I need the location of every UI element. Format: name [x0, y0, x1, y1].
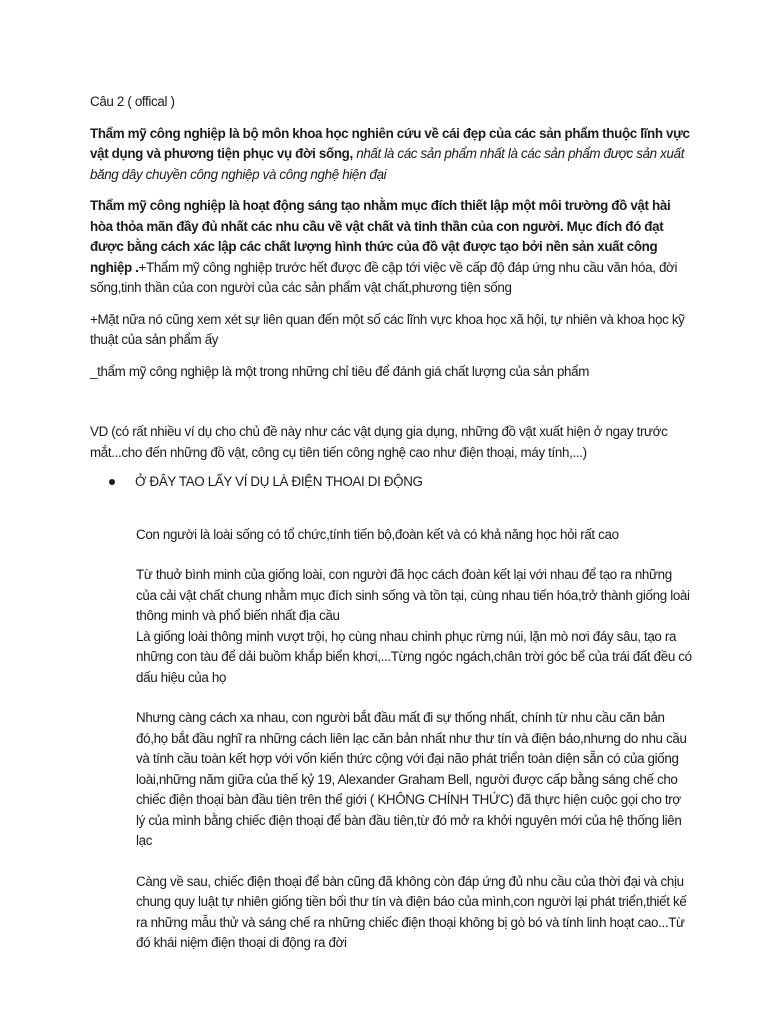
body-paragraph: Con người là loài sống có tổ chức,tính tiến bộ,đoàn kết và có khả năng học hỏi rất cao	[136, 526, 619, 542]
blank-spacer	[90, 382, 690, 422]
document-page	[90, 92, 690, 954]
point-underscore-paragraph: _thẩm mỹ công nghiệp là một trong những chỉ tiêu để đánh giá chất lượng của sản phẩm	[90, 363, 590, 379]
bullet-item	[90, 472, 690, 493]
body-paragraph: Nhưng càng cách xa nhau, con người bắt đầu mất đi sự thống nhất, chính từ nhu cầu căn bản đó,họ bắt đầu nghĩ ra những cách liên lạc căn bản nhất như thư tín và điện báo,nhưng do nhu cầu và tính cầu toàn kết hợp với vốn kiến thức cộng với đại não phát triển toàn diện sẵn có của giống loài,những năm giữa của thế kỷ 19, Alexander Graham Bell, người được cấp bằng sáng chế cho chiếc điện thoại bàn đầu tiên trên thế giới ( KHÔNG CHÍNH THỨC) đã thực hiện cuộc gọi cho trợ lý của mình bằng chiếc điện thoại để bàn đầu tiên,từ đó mở ra khởi nguyên mới của hệ thống liên lạc	[136, 710, 687, 848]
question-heading: Câu 2 ( offical )	[90, 94, 175, 109]
definition-paragraph-1	[90, 124, 690, 186]
definition-1-italic: nhất là các sản phẩm nhất là các sản phẩm được sản xuất băng dây chuyền công nghiệp và công nghệ hiện đại	[90, 146, 685, 182]
bullet-dot-icon	[109, 479, 115, 485]
body-paragraph: Từ thuở bình minh của giống loài, con người đã học cách đoàn kết lại với nhau để tạo ra những của cải vật chất chung nhằm mục đích sinh sống và tồn tại, cùng nhau tiến hóa,trở thành giống loài thông minh và phổ biến nhất địa cầu	[136, 567, 690, 623]
definition-1-bold: Thẩm mỹ công nghiệp là bộ môn khoa học nghiên cứu về cái đẹp của các sản phẩm thuộc lĩnh vực vật dụng và phương tiện phục vụ đời sống,	[90, 125, 690, 161]
body-paragraph: Là giống loài thông minh vượt trội, họ cùng nhau chinh phục rừng núi, lặn mò nơi đáy sâu, tạo ra những con tàu để dải buồm khắp biển khơi,...Từng ngóc ngách,chân trời góc bể của trái đất đều có dấu hiệu của họ	[136, 628, 692, 685]
definition-paragraph-2	[90, 196, 690, 299]
example-paragraph: VD (có rất nhiều ví dụ cho chủ đề này như các vật dụng gia dụng, những đồ vật xuất hiện ở ngay trước mắt...cho đến những đồ vật, công cụ tiên tiến công nghệ cao như điện thoại, máy tính,...)	[90, 424, 668, 460]
bullet-text: Ở ĐÂY TAO LẤY VÍ DỤ LÀ ĐIỆN THOAI DI ĐỘNG	[135, 474, 423, 489]
point-plus-paragraph: +Mặt nữa nó cũng xem xét sự liên quan đến một số các lĩnh vực khoa học xã hội, tự nhiên và khoa học kỹ thuật của sản phẩm ấy	[90, 311, 685, 347]
definition-2-normal: +Thẩm mỹ công nghiệp trước hết được đề cập tới việc về cấp độ đáp ứng nhu cầu văn hóa, đời sống,tinh thần của con người của các sản phẩm vật chất,phương tiện sống	[90, 259, 678, 295]
body-paragraph: Càng về sau, chiếc điện thoại để bàn cũng đã không còn đáp ứng đủ nhu cầu của thời đại và chịu chung quy luật tự nhiên giống tiền bối thư tín và điện báo của mình,con người lại phát triển,thiết kế ra những mẫu thử và sáng chế ra những chiếc điện thoại không bị gò bó và tính linh hoạt cao...Từ đó khái niệm điện thoại di động ra đời	[136, 873, 687, 950]
definition-2-bold: Thẩm mỹ công nghiệp là hoạt động sáng tạo nhằm mục đích thiết lập một môi trường đồ vật hài hòa thỏa mãn đầy đủ nhất các nhu cầu về vật chất và tinh thần của con người. Mục đích đó đạt được bằng cách xác lập các chất lượng hình thức của đồ vật được tạo bởi nền sản xuất công nghiệp .	[90, 198, 671, 275]
